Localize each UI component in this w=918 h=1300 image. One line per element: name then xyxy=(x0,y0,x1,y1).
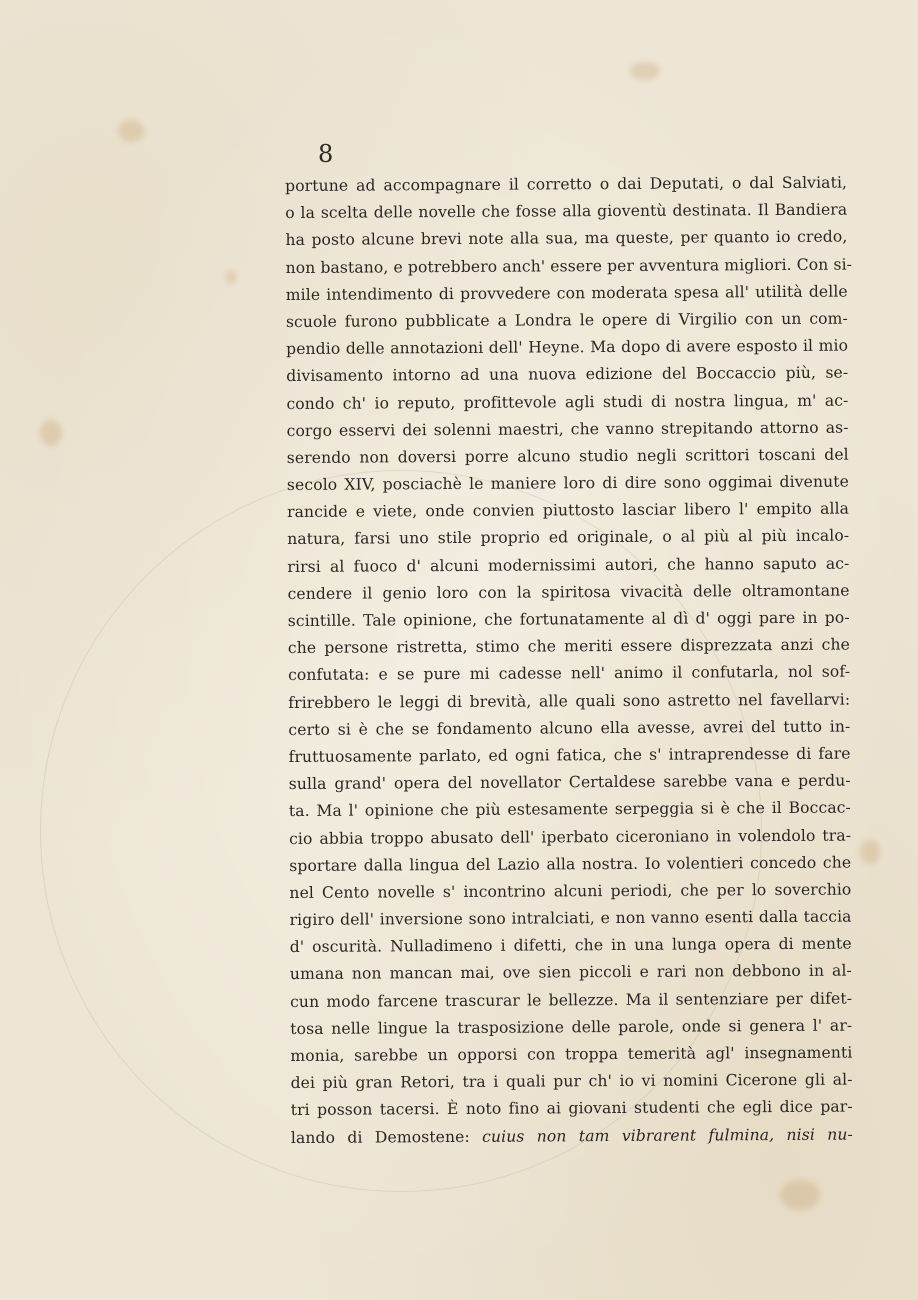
text-line: fruttuosamente parlato, ed ogni fatica, che s' intraprendesse di fare xyxy=(288,744,851,766)
text-line: rancide e viete, onde convien piuttosto lasciar libero l' empito alla xyxy=(287,499,850,522)
text-line: scuole furono pubblicate a Londra le opere di Virgilio con un com- xyxy=(285,309,848,331)
text-line: monia, sarebbe un opporsi con troppa temerità agl' insegnamenti xyxy=(290,1043,853,1065)
text-line: rirsi al fuoco d' alcuni modernissimi autori, che hanno saputo ac- xyxy=(287,554,850,576)
paper-stain xyxy=(226,270,236,284)
text-line: dei più gran Retori, tra i quali pur ch' io vi nomini Cicerone gli al- xyxy=(290,1070,853,1093)
text-line: corgo esservi dei solenni maestri, che vanno strepitando attorno as- xyxy=(286,418,849,440)
text-line: che persone ristretta, stimo che meriti essere disprezzata anzi che xyxy=(287,635,850,658)
text-line: pendio delle annotazioni dell' Heyne. Ma dopo di avere esposto il mio xyxy=(286,336,849,359)
text-line: scintille. Tale opinione, che fortunatamente al dì d' oggi pare in po- xyxy=(287,608,850,630)
last-line-roman: lando di Demostene: xyxy=(290,1127,483,1147)
paper-stain xyxy=(630,62,660,80)
text-line: certo si è che se fondamento alcuno ella avesse, avrei del tutto in- xyxy=(288,717,851,739)
text-line: nel Cento novelle s' incontrino alcuni periodi, che per lo soverchio xyxy=(289,880,852,902)
text-line: ta. Ma l' opinione che più estesamente serpeggia si è che il Boccac- xyxy=(288,798,851,821)
text-line: portune ad accompagnare il corretto o dai Deputati, o dal Salviati, xyxy=(285,173,848,195)
page-number: 8 xyxy=(318,140,334,168)
text-line: serendo non doversi porre alcuno studio negli scrittori toscani del xyxy=(286,445,849,467)
text-line: sulla grand' opera del novellator Certaldese sarebbe vana e perdu- xyxy=(288,771,851,794)
text-line: mile intendimento di provvedere con moderata spesa all' utilità delle xyxy=(285,282,848,304)
text-line: sportare dalla lingua del Lazio alla nostra. Io volentieri concedo che xyxy=(289,853,852,875)
text-line: tosa nelle lingue la trasposizione delle parole, onde si genera l' ar- xyxy=(290,1016,853,1038)
text-line: cio abbia troppo abusato dell' iperbato ciceroniano in volendolo tra- xyxy=(289,826,852,848)
latin-quotation: cuius non tam vibrarent fulmina, nisi nu- xyxy=(482,1125,853,1146)
text-line: frirebbero le leggi di brevità, alle quali sono astretto nel favellarvi: xyxy=(288,690,851,712)
text-line: ha posto alcune brevi note alla sua, ma queste, per quanto io credo, xyxy=(285,227,848,250)
text-line: divisamento intorno ad una nuova edizione del Boccaccio più, se- xyxy=(286,363,849,386)
text-line: condo ch' io reputo, profittevole agli studi di nostra lingua, m' ac- xyxy=(286,391,849,413)
text-line: non bastano, e potrebbero anch' essere per avventura migliori. Con si- xyxy=(285,255,853,277)
body-text xyxy=(285,170,853,1152)
text-line: confutata: e se pure mi cadesse nell' animo il confutarla, nol sof- xyxy=(288,662,851,685)
text-line: rigiro dell' inversione sono intralciati, e non vanno esenti dalla taccia xyxy=(289,907,852,930)
text-line: cendere il genio loro con la spiritosa vivacità delle oltramontane xyxy=(287,581,850,603)
text-line: natura, farsi uno stile proprio ed originale, o al più al più incalo- xyxy=(287,526,850,549)
text-line: d' oscurità. Nulladimeno i difetti, che in una lunga opera di mente xyxy=(289,934,852,957)
text-line-last xyxy=(291,1121,853,1152)
paper-stain xyxy=(40,420,62,446)
paper-stain xyxy=(780,1180,820,1210)
text-line: umana non mancan mai, ove sien piccoli e rari non debbono in al- xyxy=(289,961,852,984)
paper-stain xyxy=(860,840,880,864)
text-line: secolo XIV, posciachè le maniere loro di dire sono oggimai divenute xyxy=(286,472,849,495)
paper-stain xyxy=(118,120,144,142)
text-line: cun modo farcene trascurar le bellezze. Ma il sentenziare per difet- xyxy=(290,989,853,1011)
text-line: o la scelta delle novelle che fosse alla gioventù destinata. Il Bandiera xyxy=(285,200,848,223)
text-line: tri posson tacersi. È noto fino ai giovani studenti che egli dice par- xyxy=(290,1097,853,1120)
